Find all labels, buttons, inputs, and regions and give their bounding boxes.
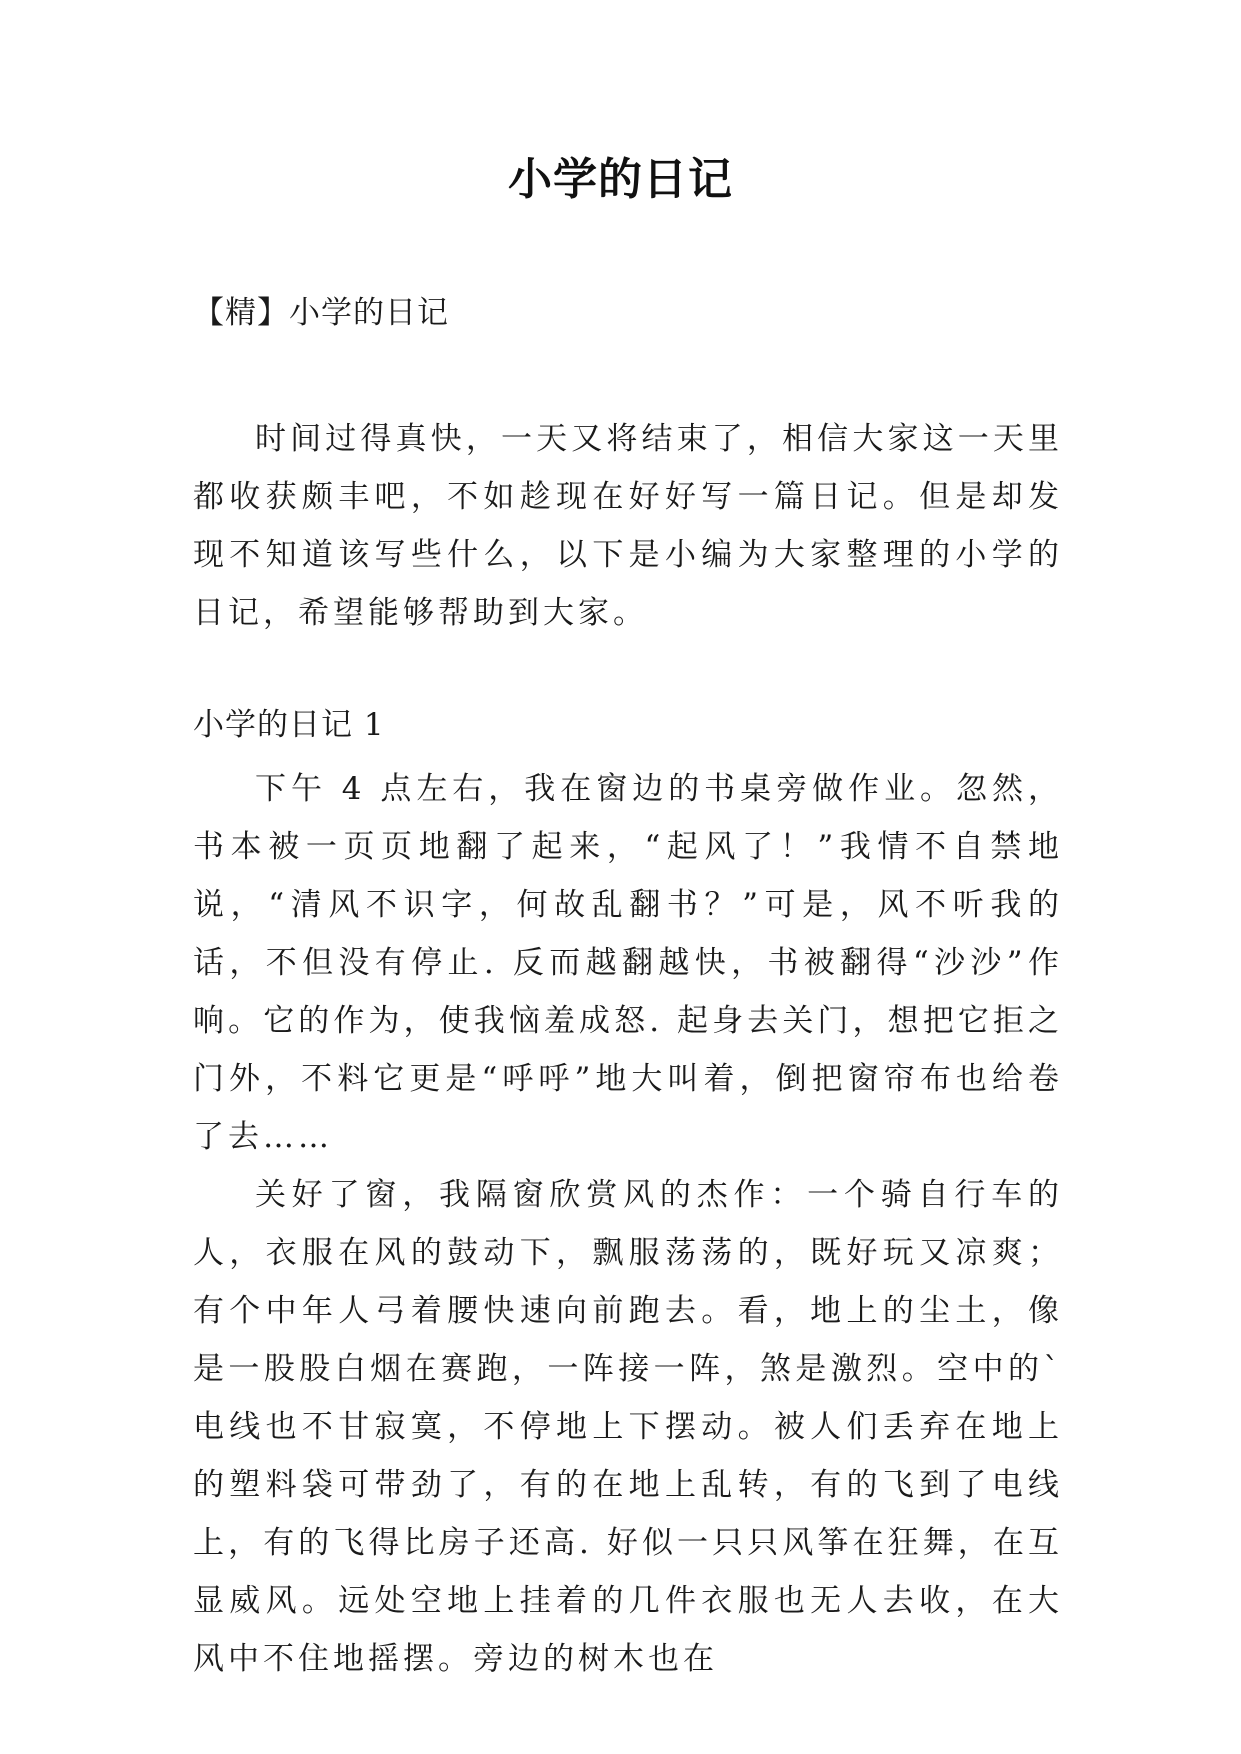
document-title: 小学的日记 [508, 154, 733, 205]
document-subtitle: 【精】小学的日记 [193, 295, 449, 331]
entry-heading: 小学的日记 1 [193, 707, 385, 743]
entry-paragraph: 下午 4 点左右，我在窗边的书桌旁做作业。忽然，书本被一页页地翻了起来，“起风了！”我情不自禁地说，“清风不识字，何故乱翻书？”可是，风不听我的话，不但没有停止. 反而越翻越快，书被翻得“沙沙”作响。它的作为，使我恼羞成怒. 起身去关门，想把它拒之门外，不料它更是“呼呼”地大叫着，倒把窗帘布也给卷了去…… [193, 771, 1063, 1155]
intro-section [193, 410, 1063, 642]
intro-paragraph: 时间过得真快，一天又将结束了，相信大家这一天里都收获颇丰吧，不如趁现在好好写一篇日记。但是却发现不知道该写些什么，以下是小编为大家整理的小学的日记，希望能够帮助到大家。 [193, 421, 1063, 631]
entry-body [193, 760, 1063, 1688]
entry-paragraph: 关好了窗，我隔窗欣赏风的杰作：一个骑自行车的人，衣服在风的鼓动下，飘服荡荡的，既好玩又凉爽；有个中年人弓着腰快速向前跑去。看，地上的尘土，像是一股股白烟在赛跑，一阵接一阵，煞是激烈。空中的`电线也不甘寂寞，不停地上下摆动。被人们丢弃在地上的塑料袋可带劲了，有的在地上乱转，有的飞到了电线上，有的飞得比房子还高. 好似一只只风筝在狂舞，在互显威风。远处空地上挂着的几件衣服也无人去收，在大风中不住地摇摆。旁边的树木也在 [193, 1177, 1063, 1677]
